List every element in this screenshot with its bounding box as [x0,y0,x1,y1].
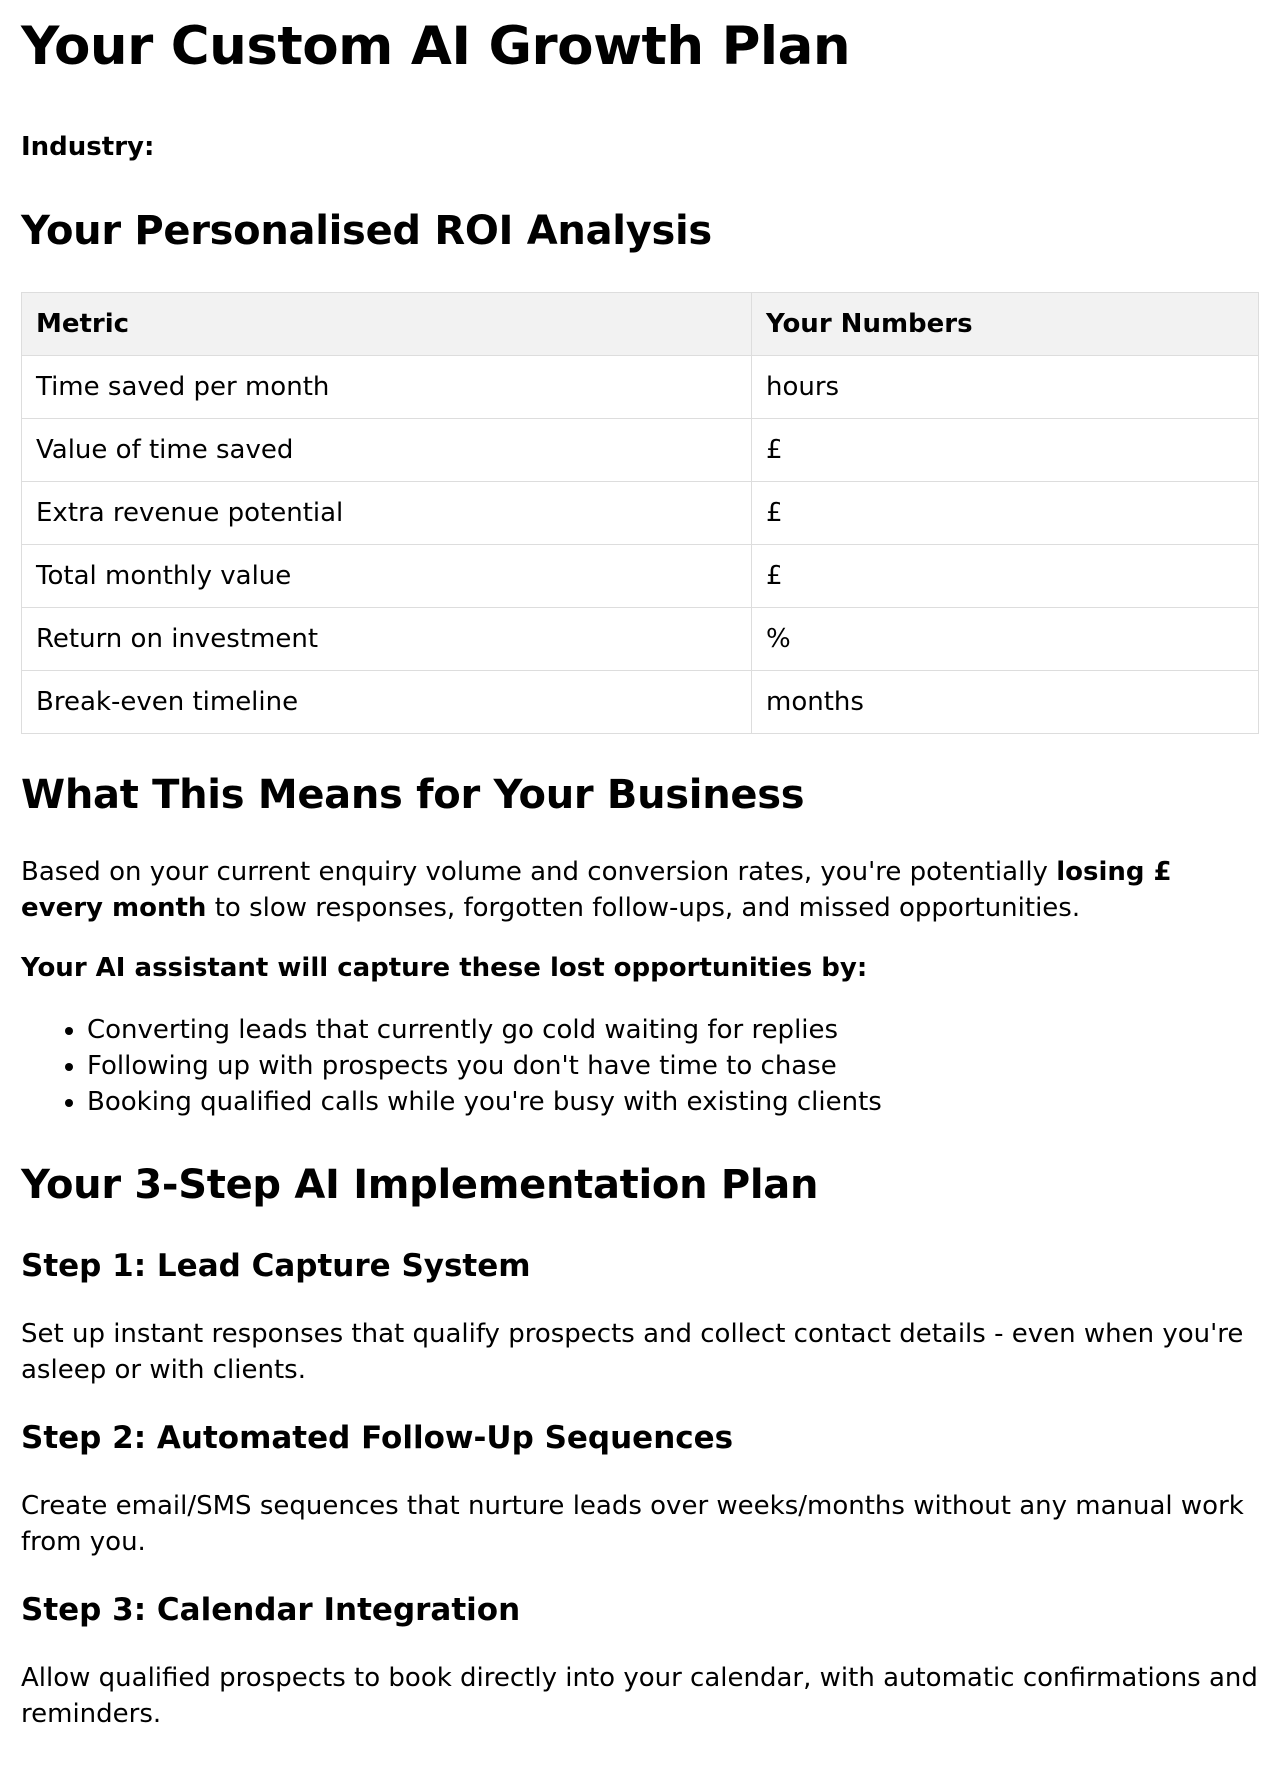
table-row [22,545,1259,608]
step-2-title: Step 2: Automated Follow-Up Sequences [21,1420,734,1456]
list-item: • Following up with prospects you don't have time to chase [87,1048,1259,1084]
intro-text-end: to slow responses, forgotten follow-ups, and missed opportunities. [206,893,1081,923]
list-item: • Booking qualified calls while you're busy with existing clients [87,1084,1259,1120]
metric-cell: Time saved per month [22,356,752,419]
table-header-row [22,293,1259,356]
loss-highlight: losing £ every month [21,857,1172,923]
step-1-description: Set up instant responses that qualify prospects and collect contact details - even when you're asleep or with clients. [21,1319,1244,1385]
metric-cell: Return on investment [22,608,752,671]
metric-cell: Extra revenue potential [22,482,752,545]
business-impact-heading: What This Means for Your Business [21,772,805,818]
step-3-title: Step 3: Calendar Integration [21,1592,521,1628]
value-cell: hours [752,356,1259,419]
value-cell: % [752,608,1259,671]
column-header-metric: Metric [22,293,752,356]
table-row [22,482,1259,545]
step-2-description: Create email/SMS sequences that nurture leads over weeks/months without any manual work from you. [21,1491,1244,1557]
capture-label: Your AI assistant will capture these lost opportunities by: [21,953,868,983]
table-row [22,671,1259,734]
page-title: Your Custom AI Growth Plan [21,16,851,77]
step-1-title: Step 1: Lead Capture System [21,1248,531,1284]
roi-table [21,292,1259,734]
value-cell: months [752,671,1259,734]
table-row [22,419,1259,482]
list-item: • Converting leads that currently go cold waiting for replies [87,1012,1259,1048]
business-impact-paragraph [21,854,1259,926]
implementation-plan-heading: Your 3-Step AI Implementation Plan [21,1162,819,1208]
roi-heading: Your Personalised ROI Analysis [21,208,712,254]
industry-label: Industry: [21,132,155,162]
intro-text: Based on your current enquiry volume and conversion rates, you're potentially [21,857,1057,887]
metric-cell: Value of time saved [22,419,752,482]
value-cell: £ [752,419,1259,482]
value-cell: £ [752,545,1259,608]
table-row [22,356,1259,419]
metric-cell: Total monthly value [22,545,752,608]
metric-cell: Break-even timeline [22,671,752,734]
step-3-description: Allow qualified prospects to book directly into your calendar, with automatic confirmations and reminders. [21,1663,1258,1729]
benefits-list [21,1012,1259,1120]
table-row [22,608,1259,671]
document-page [0,14,1280,1732]
column-header-your-numbers: Your Numbers [752,293,1259,356]
value-cell: £ [752,482,1259,545]
